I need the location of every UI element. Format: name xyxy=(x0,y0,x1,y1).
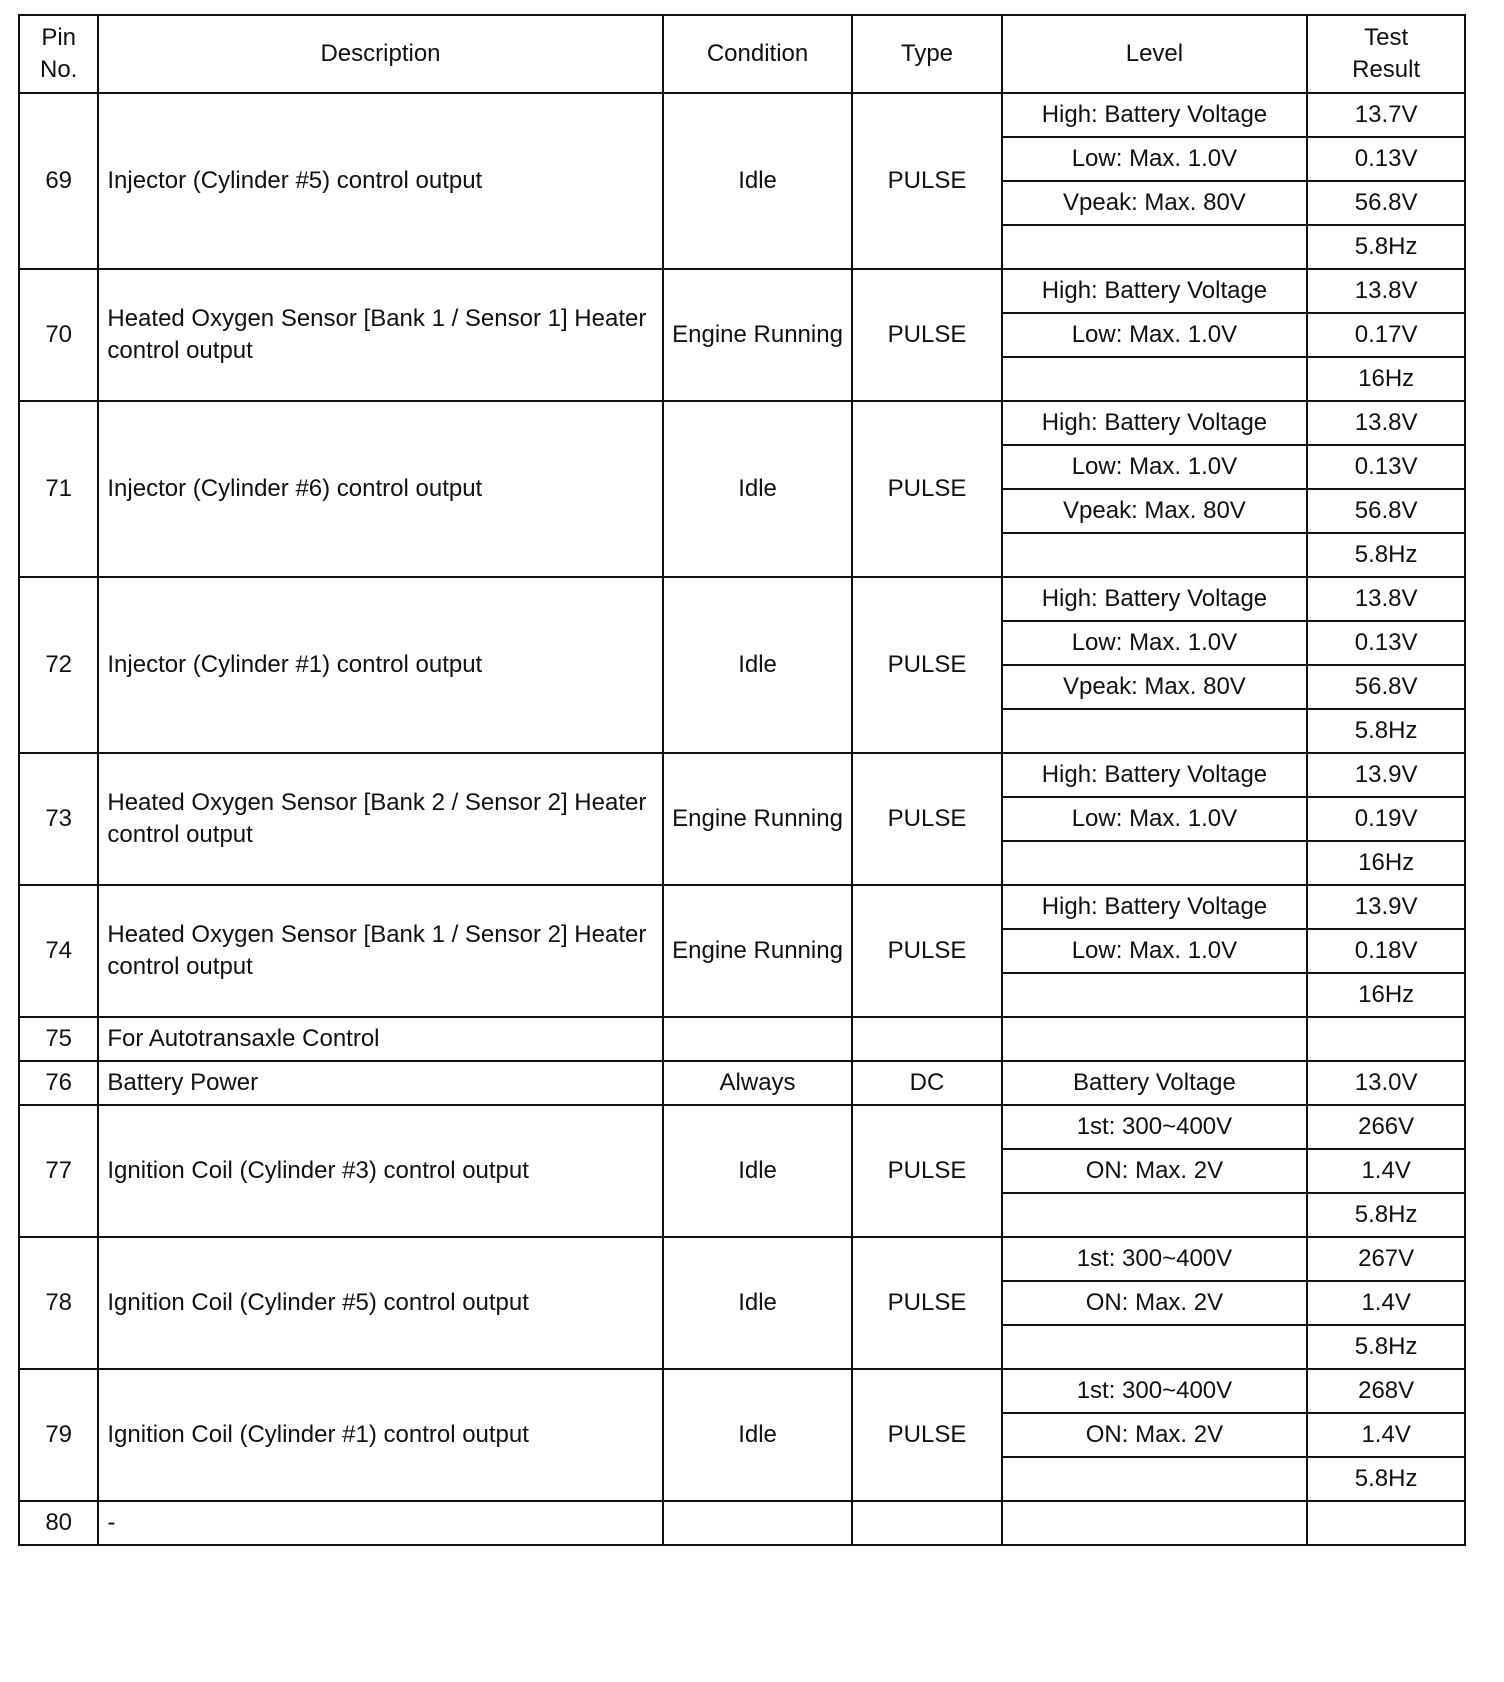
test-result-cell: 5.8Hz xyxy=(1307,1457,1465,1501)
type-cell: PULSE xyxy=(852,885,1001,1017)
level-cell: Vpeak: Max. 80V xyxy=(1002,181,1308,225)
pin-cell: 71 xyxy=(19,401,98,577)
type-cell: PULSE xyxy=(852,577,1001,753)
test-result-cell: 5.8Hz xyxy=(1307,1193,1465,1237)
test-result-cell: 0.18V xyxy=(1307,929,1465,973)
type-cell: DC xyxy=(852,1061,1001,1105)
test-result-cell: 16Hz xyxy=(1307,973,1465,1017)
test-result-cell: 0.13V xyxy=(1307,137,1465,181)
header-pin-no: Pin No. xyxy=(19,15,98,93)
description-cell: Injector (Cylinder #1) control output xyxy=(98,577,662,753)
pin-cell: 69 xyxy=(19,93,98,269)
table-row xyxy=(19,1105,1465,1149)
level-cell: Low: Max. 1.0V xyxy=(1002,929,1308,973)
test-result-cell: 16Hz xyxy=(1307,357,1465,401)
test-result-cell: 13.7V xyxy=(1307,93,1465,137)
test-result-cell: 13.8V xyxy=(1307,269,1465,313)
pin-cell: 72 xyxy=(19,577,98,753)
test-result-cell: 0.13V xyxy=(1307,621,1465,665)
pin-cell: 73 xyxy=(19,753,98,885)
test-result-cell: 268V xyxy=(1307,1369,1465,1413)
level-cell: High: Battery Voltage xyxy=(1002,269,1308,313)
condition-cell: Idle xyxy=(663,93,853,269)
type-cell: PULSE xyxy=(852,401,1001,577)
pin-cell: 80 xyxy=(19,1501,98,1545)
pin-cell: 77 xyxy=(19,1105,98,1237)
test-result-cell: 5.8Hz xyxy=(1307,533,1465,577)
test-result-cell: 13.8V xyxy=(1307,577,1465,621)
description-cell: Battery Power xyxy=(98,1061,662,1105)
table-body xyxy=(19,93,1465,1545)
pin-cell: 78 xyxy=(19,1237,98,1369)
header-type: Type xyxy=(852,15,1001,93)
description-cell: For Autotransaxle Control xyxy=(98,1017,662,1061)
level-cell xyxy=(1002,973,1308,1017)
test-result-cell: 13.8V xyxy=(1307,401,1465,445)
test-result-cell: 1.4V xyxy=(1307,1413,1465,1457)
type-cell: PULSE xyxy=(852,1105,1001,1237)
level-cell xyxy=(1002,1457,1308,1501)
level-cell xyxy=(1002,357,1308,401)
table-row xyxy=(19,1061,1465,1105)
level-cell: Battery Voltage xyxy=(1002,1061,1308,1105)
test-result-cell xyxy=(1307,1501,1465,1545)
type-cell: PULSE xyxy=(852,1237,1001,1369)
test-result-cell: 13.9V xyxy=(1307,753,1465,797)
test-result-cell: 56.8V xyxy=(1307,665,1465,709)
description-cell: Injector (Cylinder #6) control output xyxy=(98,401,662,577)
condition-cell: Idle xyxy=(663,1237,853,1369)
test-result-cell: 13.0V xyxy=(1307,1061,1465,1105)
level-cell: Vpeak: Max. 80V xyxy=(1002,665,1308,709)
level-cell: High: Battery Voltage xyxy=(1002,93,1308,137)
table-row xyxy=(19,1237,1465,1281)
condition-cell xyxy=(663,1501,853,1545)
level-cell: Vpeak: Max. 80V xyxy=(1002,489,1308,533)
level-cell: ON: Max. 2V xyxy=(1002,1413,1308,1457)
table-row xyxy=(19,93,1465,137)
test-result-cell: 5.8Hz xyxy=(1307,1325,1465,1369)
level-cell xyxy=(1002,1017,1308,1061)
test-result-cell: 5.8Hz xyxy=(1307,709,1465,753)
pin-cell: 75 xyxy=(19,1017,98,1061)
level-cell: 1st: 300~400V xyxy=(1002,1369,1308,1413)
level-cell: Low: Max. 1.0V xyxy=(1002,797,1308,841)
level-cell: ON: Max. 2V xyxy=(1002,1149,1308,1193)
level-cell: 1st: 300~400V xyxy=(1002,1237,1308,1281)
test-result-cell: 267V xyxy=(1307,1237,1465,1281)
level-cell xyxy=(1002,841,1308,885)
description-cell: Heated Oxygen Sensor [Bank 2 / Sensor 2] Heater control output xyxy=(98,753,662,885)
test-result-cell: 266V xyxy=(1307,1105,1465,1149)
condition-cell: Idle xyxy=(663,577,853,753)
description-cell: Ignition Coil (Cylinder #5) control output xyxy=(98,1237,662,1369)
level-cell xyxy=(1002,533,1308,577)
condition-cell: Engine Running xyxy=(663,269,853,401)
test-result-cell: 0.13V xyxy=(1307,445,1465,489)
header-row xyxy=(19,15,1465,93)
description-cell: Ignition Coil (Cylinder #1) control output xyxy=(98,1369,662,1501)
table-row xyxy=(19,269,1465,313)
level-cell: Low: Max. 1.0V xyxy=(1002,445,1308,489)
level-cell: High: Battery Voltage xyxy=(1002,577,1308,621)
header-description: Description xyxy=(98,15,662,93)
condition-cell: Idle xyxy=(663,1105,853,1237)
test-result-cell: 0.19V xyxy=(1307,797,1465,841)
level-cell xyxy=(1002,1501,1308,1545)
table-row xyxy=(19,577,1465,621)
test-result-cell: 56.8V xyxy=(1307,489,1465,533)
table-row xyxy=(19,1501,1465,1545)
test-result-cell: 1.4V xyxy=(1307,1149,1465,1193)
table-header xyxy=(19,15,1465,93)
description-cell: Ignition Coil (Cylinder #3) control output xyxy=(98,1105,662,1237)
header-condition: Condition xyxy=(663,15,853,93)
level-cell: Low: Max. 1.0V xyxy=(1002,621,1308,665)
test-result-cell: 5.8Hz xyxy=(1307,225,1465,269)
table-row xyxy=(19,1017,1465,1061)
pin-cell: 74 xyxy=(19,885,98,1017)
pin-spec-table xyxy=(18,14,1466,1546)
condition-cell xyxy=(663,1017,853,1061)
test-result-cell: 1.4V xyxy=(1307,1281,1465,1325)
pin-cell: 79 xyxy=(19,1369,98,1501)
pin-cell: 70 xyxy=(19,269,98,401)
description-cell: Heated Oxygen Sensor [Bank 1 / Sensor 1] Heater control output xyxy=(98,269,662,401)
test-result-cell xyxy=(1307,1017,1465,1061)
condition-cell: Engine Running xyxy=(663,885,853,1017)
level-cell: High: Battery Voltage xyxy=(1002,885,1308,929)
table-row xyxy=(19,401,1465,445)
type-cell: PULSE xyxy=(852,93,1001,269)
level-cell xyxy=(1002,225,1308,269)
type-cell: PULSE xyxy=(852,753,1001,885)
description-cell: - xyxy=(98,1501,662,1545)
type-cell: PULSE xyxy=(852,1369,1001,1501)
table-row xyxy=(19,753,1465,797)
description-cell: Heated Oxygen Sensor [Bank 1 / Sensor 2] Heater control output xyxy=(98,885,662,1017)
condition-cell: Engine Running xyxy=(663,753,853,885)
level-cell: 1st: 300~400V xyxy=(1002,1105,1308,1149)
level-cell xyxy=(1002,1325,1308,1369)
level-cell xyxy=(1002,709,1308,753)
level-cell: High: Battery Voltage xyxy=(1002,753,1308,797)
pin-cell: 76 xyxy=(19,1061,98,1105)
level-cell: Low: Max. 1.0V xyxy=(1002,313,1308,357)
type-cell xyxy=(852,1017,1001,1061)
header-level: Level xyxy=(1002,15,1308,93)
test-result-cell: 0.17V xyxy=(1307,313,1465,357)
table-row xyxy=(19,1369,1465,1413)
type-cell xyxy=(852,1501,1001,1545)
header-test-result: Test Result xyxy=(1307,15,1465,93)
level-cell xyxy=(1002,1193,1308,1237)
level-cell: High: Battery Voltage xyxy=(1002,401,1308,445)
table-row xyxy=(19,885,1465,929)
type-cell: PULSE xyxy=(852,269,1001,401)
level-cell: Low: Max. 1.0V xyxy=(1002,137,1308,181)
test-result-cell: 56.8V xyxy=(1307,181,1465,225)
condition-cell: Idle xyxy=(663,401,853,577)
test-result-cell: 16Hz xyxy=(1307,841,1465,885)
test-result-cell: 13.9V xyxy=(1307,885,1465,929)
condition-cell: Always xyxy=(663,1061,853,1105)
condition-cell: Idle xyxy=(663,1369,853,1501)
level-cell: ON: Max. 2V xyxy=(1002,1281,1308,1325)
description-cell: Injector (Cylinder #5) control output xyxy=(98,93,662,269)
